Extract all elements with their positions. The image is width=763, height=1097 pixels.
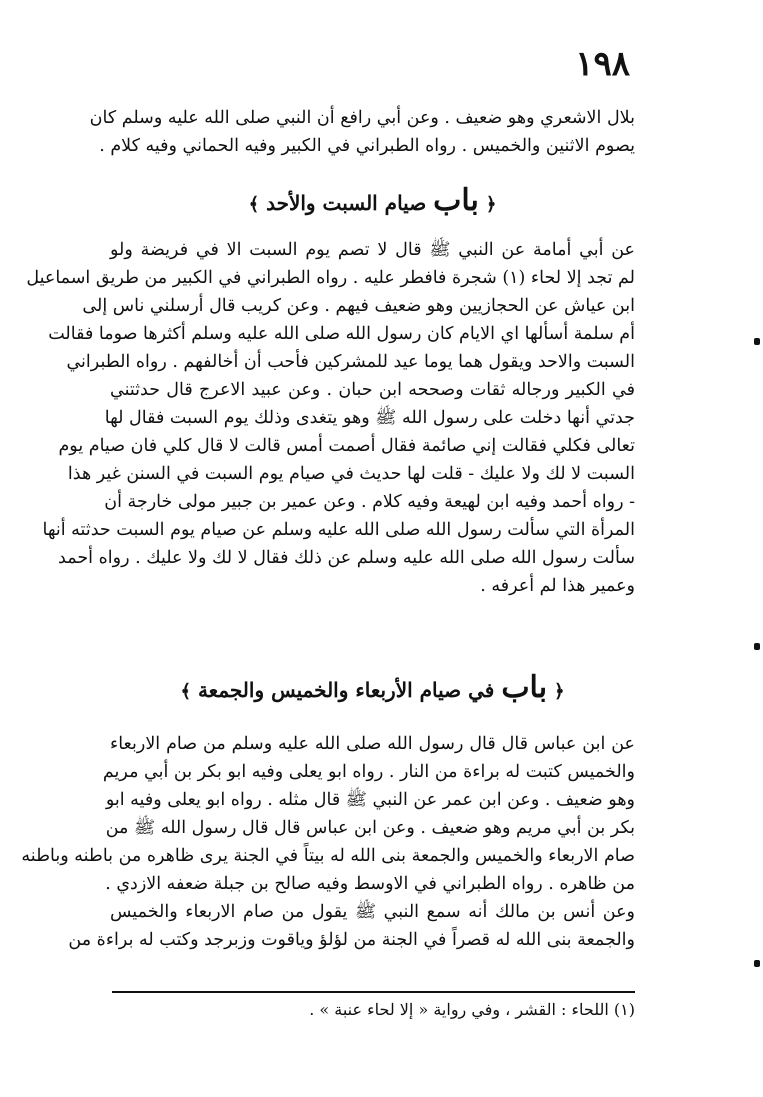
- text-line: سألت رسول الله صلى الله عليه وسلم عن ذلك فقال لا لك ولا عليك . رواه أحمد: [58, 548, 635, 568]
- ornament-icon: ﴿: [554, 681, 565, 702]
- ornament-icon: ﴿: [485, 194, 497, 215]
- text-line: يصوم الاثنين والخميس . رواه الطبراني في الكبير وفيه الحماني وفيه كلام .: [99, 136, 635, 156]
- margin-mark: [754, 960, 760, 967]
- section-body: [21, 730, 635, 954]
- text-line: السبت لا لك ولا عليك - قلت لها حديث في صيام يوم السبت في السنن غير هذا: [67, 464, 635, 484]
- margin-mark: [754, 338, 760, 345]
- text-line: في الكبير ورجاله ثقات وصححه ابن حبان . وعن عبيد الاعرج قال حدثتني: [110, 380, 635, 400]
- margin-mark: [754, 643, 760, 650]
- chapter-label: باب: [433, 183, 479, 218]
- text-line: والخميس كتبت له براءة من النار . رواه ابو يعلى وفيه ابو بكر بن أبي مريم: [102, 762, 635, 782]
- section-body: [26, 236, 635, 600]
- text-line: بكر بن أبي مريم وهو ضعيف . وعن ابن عباس قال قال رسول الله ﷺ من: [105, 818, 635, 838]
- chapter-title: في صيام الأربعاء والخميس والجمعة: [197, 678, 495, 702]
- text-line: وعمير هذا لم أعرفه .: [480, 576, 635, 596]
- text-line: وعن أنس بن مالك أنه سمع النبي ﷺ يقول من صام الاربعاء والخميس: [110, 902, 635, 922]
- page-number: ١٩٨: [575, 44, 630, 84]
- text-line: والجمعة بنى الله له قصراً في الجنة من لؤلؤ وياقوت وزبرجد وكتب له براءة من: [68, 930, 635, 950]
- text-line: بلال الاشعري وهو ضعيف . وعن أبي رافع أن النبي صلى الله عليه وسلم كان: [89, 108, 635, 128]
- continuation-paragraph: [89, 104, 635, 160]
- text-line: صام الاربعاء والخميس والجمعة بنى الله له بيتاً في الجنة يرى ظاهره من باطنه وباطنه: [21, 846, 635, 866]
- chapter-heading-wed-thu-fri: [110, 670, 635, 705]
- text-line: - رواه أحمد وفيه ابن لهيعة وفيه كلام . وعن عمير بن جبير مولى خارجة أن: [104, 492, 635, 512]
- text-line: تعالى فكلي فقالت إني صائمة فقال أصمت أمس قالت لا قال كلي فان صيام يوم: [58, 436, 635, 456]
- text-line: جدتي أنها دخلت على رسول الله ﷺ وهو يتغدى وذلك يوم السبت فقال لها: [104, 408, 635, 428]
- text-line: من ظاهره . رواه الطبراني في الاوسط وفيه صالح بن جبلة ضعفه الازدي .: [105, 874, 635, 894]
- text-line: أم سلمة أسألها اي الايام كان رسول الله صلى الله عليه وسلم أكثرها صوما فقالت: [48, 324, 635, 344]
- text-line: السبت والاحد ويقول هما يوما عيد للمشركين فأحب أن أخالفهم . رواه الطبراني: [66, 352, 635, 372]
- chapter-title: صيام السبت والأحد: [266, 191, 427, 215]
- text-line: عن ابن عباس قال قال رسول الله صلى الله عليه وسلم من صام الاربعاء: [110, 734, 635, 754]
- footnote-divider: [112, 991, 635, 993]
- chapter-heading-saturday-sunday: [110, 183, 635, 218]
- text-line: المرأة التي سألت رسول الله صلى الله عليه وسلم عن صيام يوم السبت حدثته أنها: [42, 520, 635, 540]
- footnote: (١) اللحاء : القشر ، وفي رواية « إلا لحاء عنبة » .: [309, 1000, 635, 1019]
- text-line: وهو ضعيف . وعن ابن عمر عن النبي ﷺ قال مثله . رواه ابو يعلى وفيه ابو: [105, 790, 635, 810]
- text-line: ابن عياش عن الحجازيين وهو ضعيف فيهم . وعن كريب قال أرسلني ناس إلى: [82, 296, 635, 316]
- text-line: عن أبي أمامة عن النبي ﷺ قال لا تصم يوم السبت الا في فريضة ولو: [110, 240, 635, 260]
- chapter-label: باب: [501, 670, 548, 705]
- ornament-icon: ﴾: [248, 194, 260, 215]
- text-line: لم تجد إلا لحاء (١) شجرة فافطر عليه . رواه الطبراني في الكبير من طريق اسماعيل: [26, 268, 635, 288]
- ornament-icon: ﴾: [180, 681, 191, 702]
